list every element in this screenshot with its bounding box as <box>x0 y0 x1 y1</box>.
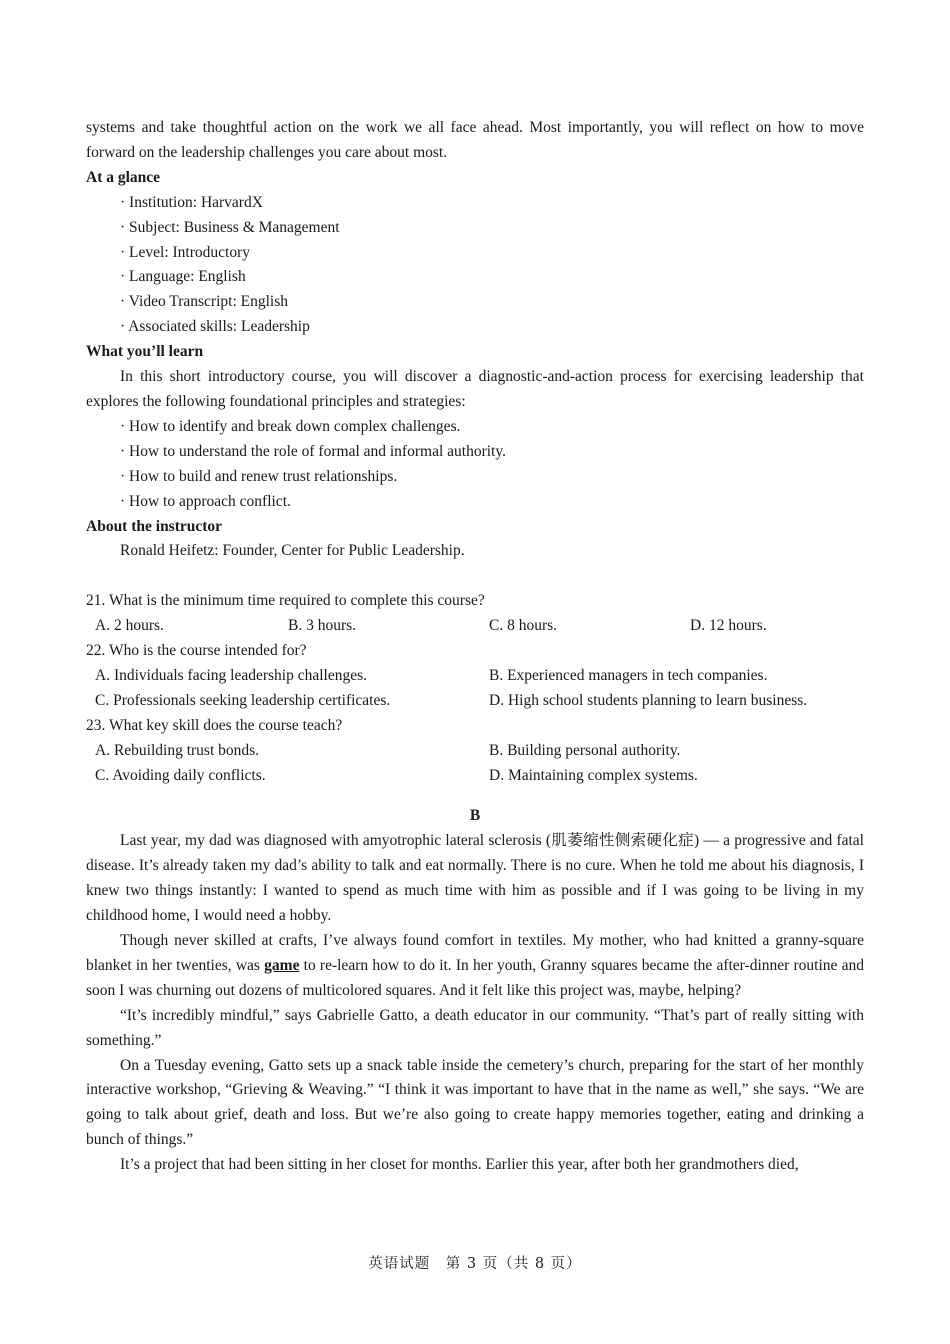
option-d[interactable]: D. Maintaining complex systems. <box>489 766 698 784</box>
list-item: · Institution: HarvardX <box>120 193 263 211</box>
section-heading-b: B <box>469 807 481 825</box>
at-a-glance-heading: At a glance <box>86 168 161 186</box>
at-a-glance-list <box>86 191 864 340</box>
list-item: · Language: English <box>120 268 246 286</box>
exam-page <box>86 116 864 1178</box>
underlined-word: game <box>264 956 300 974</box>
passage-b-paragraph-3: “It’s incredibly mindful,” says Gabrielle Gatto, a death educator in our community. “That’s part of really sitting with something.” <box>86 1006 864 1049</box>
list-item: · Subject: Business & Management <box>120 218 340 236</box>
question-stem: 23. What key skill does the course teach? <box>86 716 343 734</box>
option-c[interactable]: C. Avoiding daily conflicts. <box>95 766 266 784</box>
option-a[interactable]: A. Individuals facing leadership challenges. <box>95 666 368 684</box>
option-b[interactable]: B. Experienced managers in tech companies. <box>489 666 768 684</box>
question-23 <box>86 714 864 789</box>
question-stem: 22. Who is the course intended for? <box>86 642 307 660</box>
passage-b-paragraph-1: Last year, my dad was diagnosed with amyotrophic lateral sclerosis (肌萎缩性侧索硬化症) — a progressive and fatal disease. It’s already taken my dad’s ability to talk and eat normally. There is no cure. When he told me about his diagnosis, I knew two things instantly: I wanted to spend as much time with him as possible and if I was going to be living in my childhood home, I would need a hobby. <box>86 832 864 925</box>
list-item: · Associated skills: Leadership <box>120 318 310 336</box>
list-item: · How to approach conflict. <box>120 492 291 510</box>
passage-b-paragraph-5: It’s a project that had been sitting in her closet for months. Earlier this year, after both her grandmothers died, <box>120 1156 799 1174</box>
question-22 <box>86 639 864 714</box>
option-c[interactable]: C. 8 hours. <box>489 617 558 635</box>
list-item: · How to understand the role of formal and informal authority. <box>120 442 506 460</box>
what-youll-learn-list <box>86 415 864 515</box>
list-item: · Video Transcript: English <box>120 293 288 311</box>
about-instructor-heading: About the instructor <box>86 517 223 535</box>
option-c[interactable]: C. Professionals seeking leadership certificates. <box>95 691 391 709</box>
about-instructor-text: Ronald Heifetz: Founder, Center for Public Leadership. <box>120 542 465 560</box>
passage-b-paragraph-4: On a Tuesday evening, Gatto sets up a snack table inside the cemetery’s church, preparing for the start of her monthly interactive workshop, “Grieving & Weaving.” “I think it was important to have that in the name as well,” she says. “We are going to talk about grief, death and loss. But we’re also going to create happy memories together, eating and drinking a bunch of things.” <box>86 1056 864 1149</box>
list-item: · How to build and renew trust relationships. <box>120 467 398 485</box>
option-a[interactable]: A. 2 hours. <box>95 617 164 635</box>
passage-b-paragraph-2 <box>86 929 864 1004</box>
list-item: · How to identify and break down complex challenges. <box>120 417 461 435</box>
question-stem: 21. What is the minimum time required to complete this course? <box>86 592 485 610</box>
option-d[interactable]: D. 12 hours. <box>690 617 767 635</box>
passage-a-continuation: systems and take thoughtful action on the work we all face ahead. Most importantly, you will reflect on how to move forward on the leadership challenges you care about most. <box>86 119 864 161</box>
question-21 <box>86 589 864 639</box>
list-item: · Level: Introductory <box>120 243 250 261</box>
what-youll-learn-intro: In this short introductory course, you will discover a diagnostic-and-action process for exercising leadership that explores the following foundational principles and strategies: <box>86 368 864 410</box>
page-footer: 英语试题 第 3 页（共 8 页） <box>368 1256 582 1272</box>
option-a[interactable]: A. Rebuilding trust bonds. <box>95 741 260 759</box>
what-youll-learn-heading: What you’ll learn <box>86 343 204 361</box>
option-d[interactable]: D. High school students planning to learn business. <box>489 691 808 709</box>
option-b[interactable]: B. 3 hours. <box>288 617 357 635</box>
paragraph-text: Though never skilled at crafts, I’ve always found comfort in textiles. My mother, who had knitted a granny-square blanket in her twenties, was <box>86 931 864 974</box>
option-b[interactable]: B. Building personal authority. <box>489 741 681 759</box>
paragraph-text: to re-learn how to do it. In her youth, Granny squares became the after-dinner routine and soon I was churning out dozens of multicolored squares. And it felt like this project was, maybe, helping? <box>86 956 864 999</box>
